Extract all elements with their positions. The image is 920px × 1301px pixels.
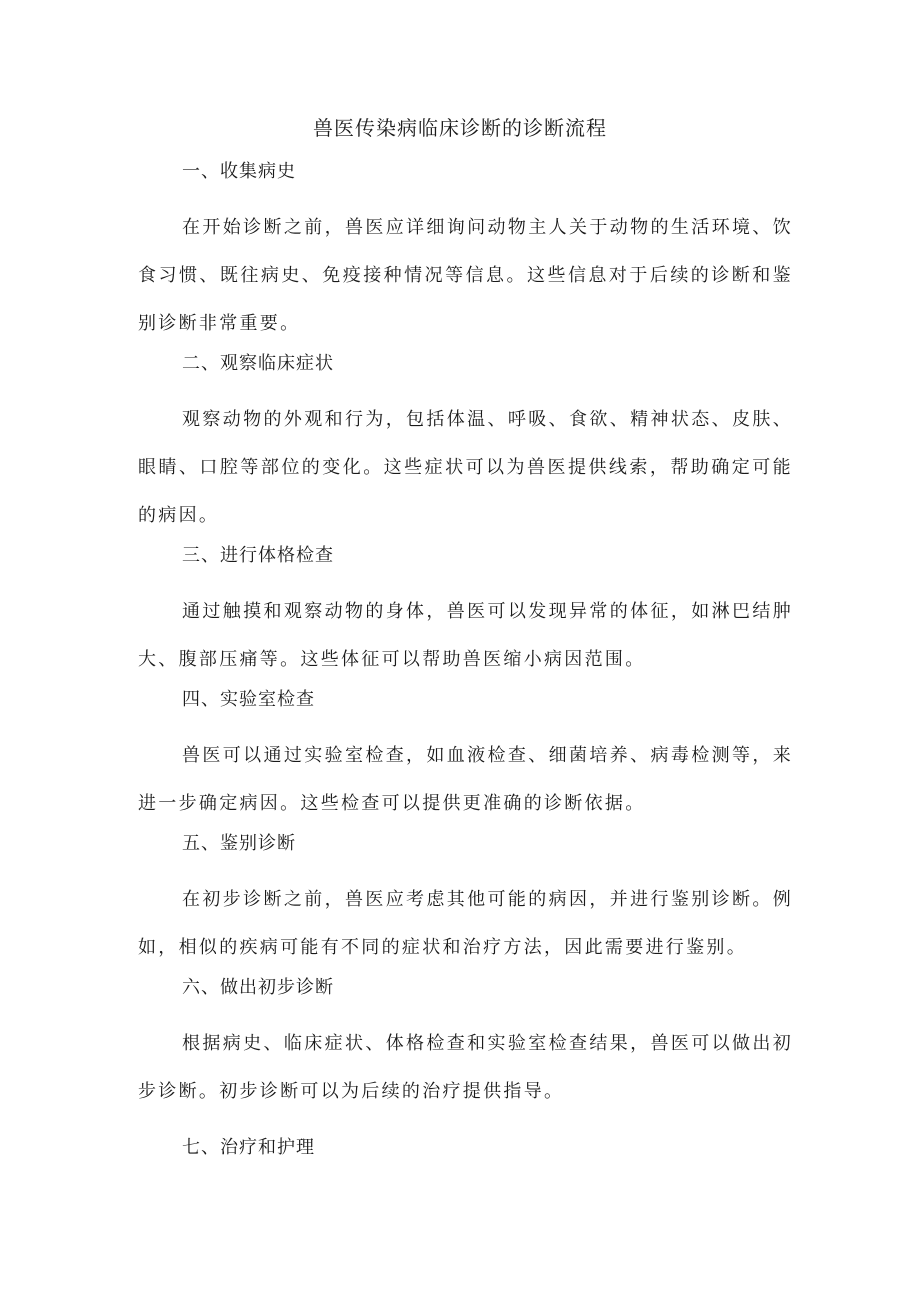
section-treatment-care [138,1132,793,1180]
section-paragraph: 在初步诊断之前，兽医应考虑其他可能的病因，并进行鉴别诊断。例如，相似的疾病可能有不同的症状和治疗方法，因此需要进行鉴别。 [138,889,793,958]
section-paragraph: 通过触摸和观察动物的身体，兽医可以发现异常的体征，如淋巴结肿大、腹部压痛等。这些体征可以帮助兽医缩小病因范围。 [138,601,793,670]
section-differential-diagnosis [138,828,793,972]
document-title: 兽医传染病临床诊断的诊断流程 [313,116,607,140]
section-physical-exam [138,540,793,684]
section-heading: 二、观察临床症状 [182,353,334,374]
document-body [138,156,793,1180]
section-lab-tests [138,684,793,828]
section-paragraph: 在开始诊断之前，兽医应详细询问动物主人关于动物的生活环境、饮食习惯、既往病史、免疫接种情况等信息。这些信息对于后续的诊断和鉴别诊断非常重要。 [138,217,793,334]
section-heading: 七、治疗和护理 [182,1137,315,1158]
section-paragraph: 根据病史、临床症状、体格检查和实验室检查结果，兽医可以做出初步诊断。初步诊断可以为后续的治疗提供指导。 [138,1033,793,1102]
section-heading: 三、进行体格检查 [182,545,334,566]
section-heading: 四、实验室检查 [182,689,315,710]
section-heading: 六、做出初步诊断 [182,977,334,998]
section-collect-history [138,156,793,348]
section-heading: 一、收集病史 [182,161,296,182]
section-observe-symptoms [138,348,793,540]
section-paragraph: 观察动物的外观和行为，包括体温、呼吸、食欲、精神状态、皮肤、眼睛、口腔等部位的变化。这些症状可以为兽医提供线索，帮助确定可能的病因。 [138,409,793,526]
section-preliminary-diagnosis [138,972,793,1116]
section-heading: 五、鉴别诊断 [182,833,296,854]
section-paragraph: 兽医可以通过实验室检查，如血液检查、细菌培养、病毒检测等，来进一步确定病因。这些检查可以提供更准确的诊断依据。 [138,745,793,814]
